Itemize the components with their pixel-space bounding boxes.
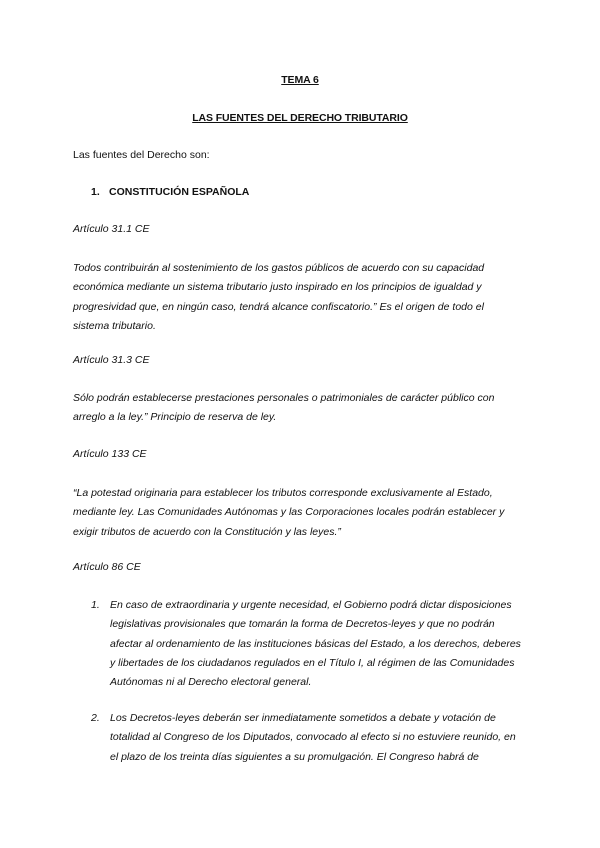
article-text: “La potestad originaria para establecer los tributos corresponde exclusivamente al Estado, mediante ley. Las Comunidades Autónomas y las Corporaciones locales podrán establecer y exigir tributos de acuerdo con la Constitución y las leyes.” [73,487,505,538]
section-number: 1. [91,186,100,198]
document-title: LAS FUENTES DEL DERECHO TRIBUTARIO [192,112,408,124]
list-marker: 1. [91,599,100,611]
article-text: Todos contribuirán al sostenimiento de los gastos públicos de acuerdo con su capacidad económica mediante un sistema tributario justo inspirado en los principios de igualdad y progresividad que, en ningún caso, tendrá alcance confiscatorio.” Es el origen de todo el sistema tributario. [73,262,485,332]
article-heading: Artículo 86 CE [73,561,141,573]
list-item [91,596,523,692]
list-item [91,709,523,767]
list-item-text: En caso de extraordinaria y urgente necesidad, el Gobierno podrá dictar disposiciones legislativas provisionales que tomarán la forma de Decretos-leyes y que no podrán afectar al ordenamiento de las instituciones básicas del Estado, a los derechos, deberes y libertades de los ciudadanos regulados en el Título I, al régimen de las Comunidades Autónomas ni al Derecho electoral general. [110,599,521,689]
list-item-text: Los Decretos-leyes deberán ser inmediatamente sometidos a debate y votación de totalidad al Congreso de los Diputados, convocado al efecto si no estuviere reunido, en el plazo de los treinta días siguientes a su promulgación. El Congreso habrá de [110,712,516,763]
article-heading: Artículo 133 CE [73,448,147,460]
section-heading [91,186,249,198]
intro-text: Las fuentes del Derecho son: [73,149,210,161]
article-text: Sólo podrán establecerse prestaciones personales o patrimoniales de carácter público con arreglo a la ley.” Principio de reserva de ley. [73,392,495,424]
article-heading: Artículo 31.1 CE [73,223,150,235]
section-title: CONSTITUCIÓN ESPAÑOLA [109,186,250,198]
list-marker: 2. [91,712,100,724]
topic-heading: TEMA 6 [281,74,319,86]
article-heading: Artículo 31.3 CE [73,354,150,366]
